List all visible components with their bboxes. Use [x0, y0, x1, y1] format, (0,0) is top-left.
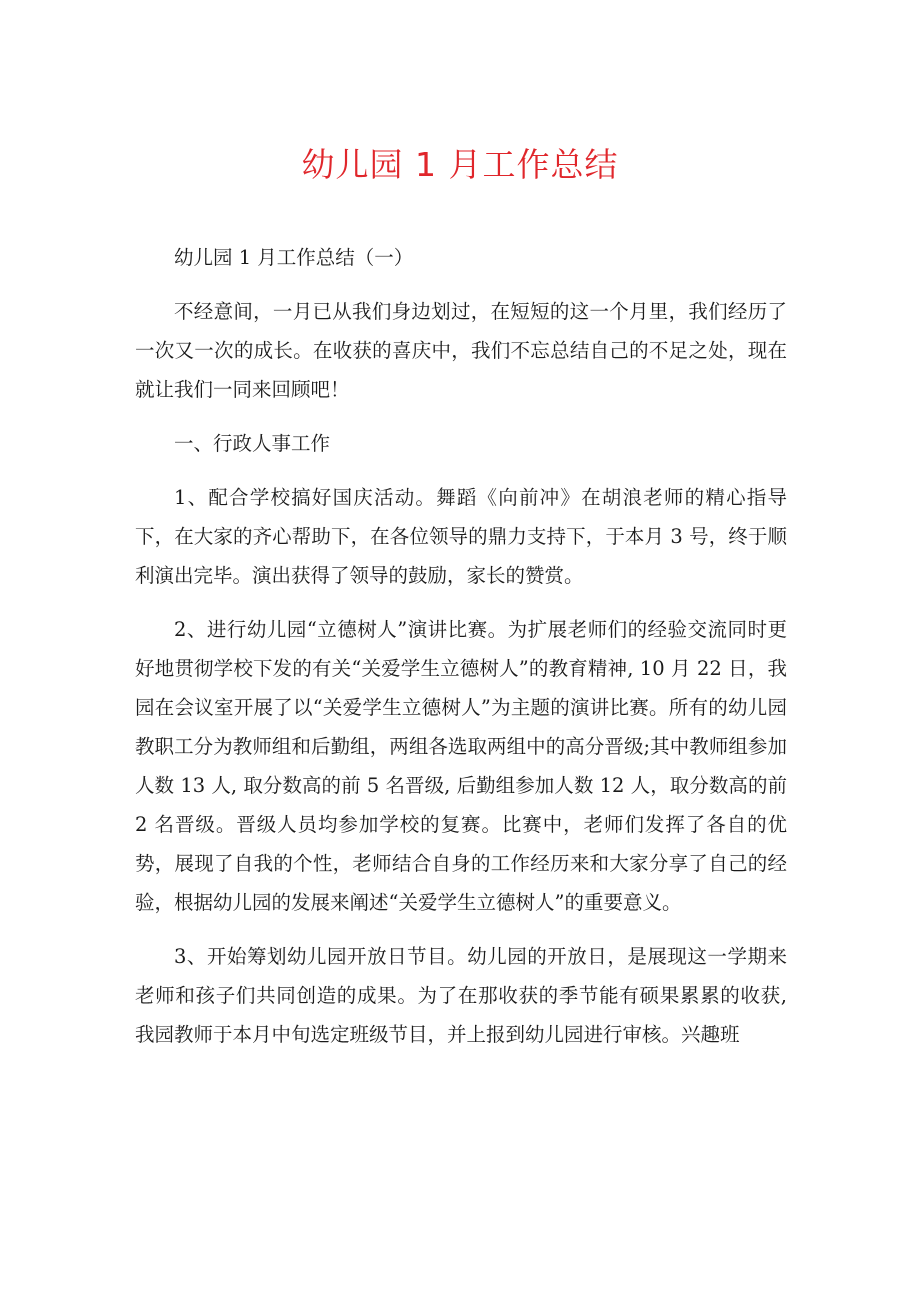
document-body — [135, 238, 787, 1069]
section-heading: 一、行政人事工作 — [174, 432, 331, 455]
paragraph-item-3: 3、开始筹划幼儿园开放日节目。幼儿园的开放日，是展现这一学期来老师和孩子们共同创造的成果。为了在那收获的季节能有硕果累累的收获, 我园教师于本月中旬选定班级节目，并上报到幼儿园进行审核。兴趣班 — [135, 945, 787, 1046]
document-subtitle: 幼儿园 1 月工作总结（一） — [174, 246, 414, 269]
paragraph-item-1: 1、配合学校搞好国庆活动。舞蹈《向前冲》在胡浪老师的精心指导下，在大家的齐心帮助下，在各位领导的鼎力支持下，于本月 3 号，终于顺利演出完毕。演出获得了领导的鼓励，家长的赞赏。 — [135, 486, 787, 587]
paragraph-item-2: 2、进行幼儿园“立德树人”演讲比赛。为扩展老师们的经验交流同时更好地贯彻学校下发的有关“关爱学生立德树人”的教育精神, 10 月 22 日，我园在会议室开展了以“关爱学生立德树人”为主题的演讲比赛。所有的幼儿园教职工分为教师组和后勤组，两组各选取两组中的高分晋级;其中教师组参加人数 13 人, 取分数高的前 5 名晋级, 后勤组参加人数 12 人，取分数高的前 2 名晋级。晋级人员均参加学校的复赛。比赛中，老师们发挥了各自的优势，展现了自我的个性，老师结合自身的工作经历来和大家分享了自己的经验，根据幼儿园的发展来阐述“关爱学生立德树人”的重要意义。 — [135, 618, 787, 914]
paragraph-intro: 不经意间，一月已从我们身边划过，在短短的这一个月里，我们经历了一次又一次的成长。在收获的喜庆中，我们不忘总结自己的不足之处，现在就让我们一同来回顾吧！ — [135, 300, 787, 401]
document-title: 幼儿园 1 月工作总结 — [301, 145, 619, 184]
